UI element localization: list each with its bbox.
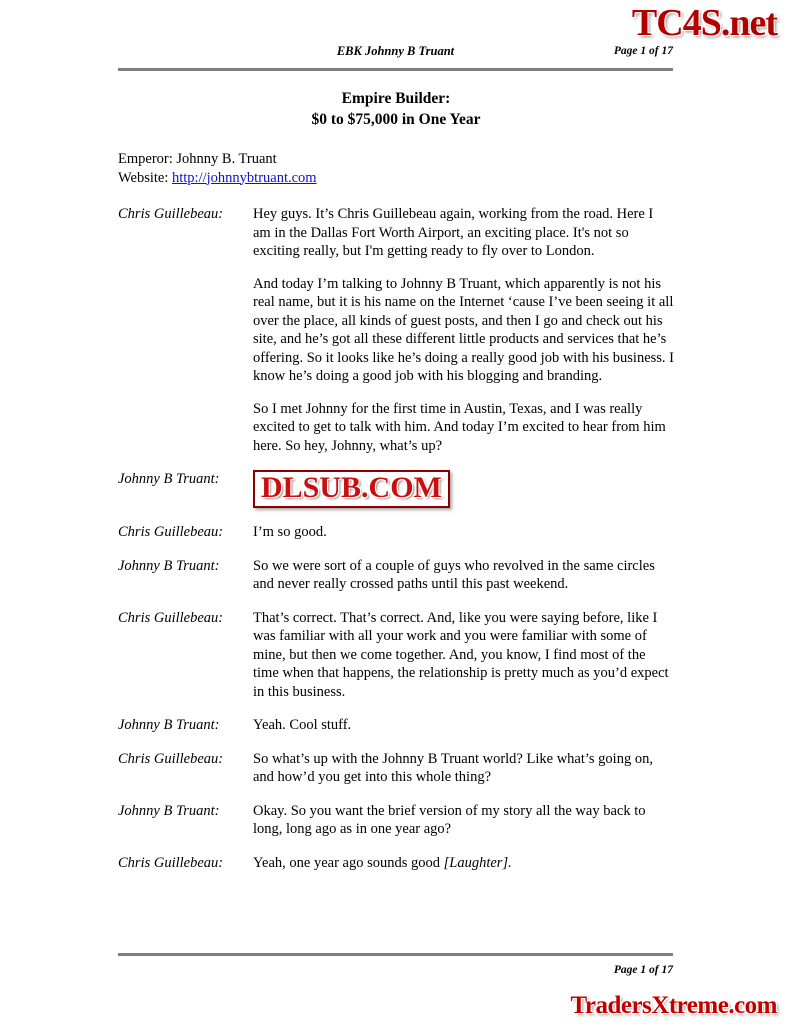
speech-text [253, 716, 674, 735]
speech-paragraph: And today I’m talking to Johnny B Truant, which apparently is not his real name, but it is his name on the Internet ‘cause I’ve been seeing it all over the place, all kinds of guest posts, and then I go and check out his site, and he’s got all these different little products and services that he’s offering. So it looks like he’s doing a really good job with his business. I know he’s doing a good job with his blogging and branding. [253, 275, 675, 384]
document-meta [118, 150, 674, 187]
speaker-label: Johnny B Truant: [118, 717, 220, 733]
speech-paragraph: Hey guys. It’s Chris Guillebeau again, working from the road. Here I am in the Dallas Fort Worth Airport, an exciting place. It's not so exciting really, but I'm getting ready to fly over to London. [253, 206, 654, 259]
transcript-entry [118, 205, 674, 455]
transcript-entry [118, 609, 674, 702]
speaker-label: Chris Guillebeau: [118, 609, 224, 626]
title-line-1: Empire Builder: [341, 90, 451, 107]
speech-paragraph: Yeah. Cool stuff. [253, 717, 352, 733]
header-title: EBK Johnny B Truant [336, 44, 455, 58]
speech-paragraph: So we were sort of a couple of guys who revolved in the same circles and never really crossed paths until this past weekend. [253, 557, 655, 592]
speech-paragraph: Okay. So you want the brief version of my story all the way back to long, long ago as in one year ago? [253, 802, 646, 837]
document-body [118, 88, 674, 887]
watermark-top-right: TC4S.net [631, 2, 777, 44]
page-header [118, 44, 673, 60]
speaker-label: Chris Guillebeau: [118, 854, 224, 871]
speech-text-plain: Yeah, one year ago sounds good [253, 854, 444, 871]
website-label: Website: [118, 169, 169, 186]
transcript-entry [118, 557, 674, 594]
emperor-line: Emperor: Johnny B. Truant [118, 151, 277, 167]
speech-text [253, 205, 674, 455]
speech-paragraph [253, 854, 674, 873]
page-title [118, 88, 674, 130]
speech-text [253, 557, 674, 594]
speaker-label: Johnny B Truant: [118, 802, 220, 819]
speech-text [253, 854, 674, 873]
website-link[interactable]: http://johnnybtruant.com [172, 169, 317, 186]
transcript-entry [118, 854, 674, 873]
header-divider [118, 68, 673, 71]
speech-text-obscured [253, 470, 674, 508]
speech-paragraph: That’s correct. That’s correct. And, like you were saying before, like I was familiar with all your work and you were familiar with some of mine, but then we come together. And, you know, I find most of the time when that happens, the relationship is pretty much as you’d expect in this business. [253, 609, 669, 700]
speech-paragraph: So I met Johnny for the first time in Austin, Texas, and I was really excited to get to talk with him. And today I’m excited to hear from him here. So hey, Johnny, what’s up? [253, 400, 666, 454]
speaker-label: Chris Guillebeau: [118, 750, 224, 767]
speech-text [253, 750, 674, 787]
speaker-label: Chris Guillebeau: [118, 524, 224, 540]
title-line-2: $0 to $75,000 in One Year [311, 111, 481, 128]
speaker-label: Johnny B Truant: [118, 471, 220, 487]
footer-page-number: Page 1 of 17 [613, 964, 673, 976]
transcript-entry [118, 802, 674, 839]
speech-paragraph: So what’s up with the Johnny B Truant world? Like what’s going on, and how’d you get into this whole thing? [253, 750, 653, 785]
watermark-middle: DLSUB.COM [253, 470, 450, 508]
speech-text [253, 802, 674, 839]
transcript-entry [118, 750, 674, 787]
footer-divider [118, 953, 673, 956]
website-line [118, 169, 674, 188]
speaker-label: Chris Guillebeau: [118, 206, 224, 222]
speech-paragraph: I’m so good. [253, 524, 327, 540]
watermark-bottom-right: TradersXtreme.com [570, 992, 777, 1019]
transcript-entry [118, 523, 674, 542]
speech-text [253, 523, 674, 542]
header-page-number: Page 1 of 17 [613, 45, 673, 57]
speaker-label: Johnny B Truant: [118, 557, 220, 574]
transcript-entry [118, 470, 674, 508]
transcript-entry [118, 716, 674, 735]
laughter-annotation: [Laughter]. [443, 854, 512, 871]
speech-text [253, 609, 674, 702]
